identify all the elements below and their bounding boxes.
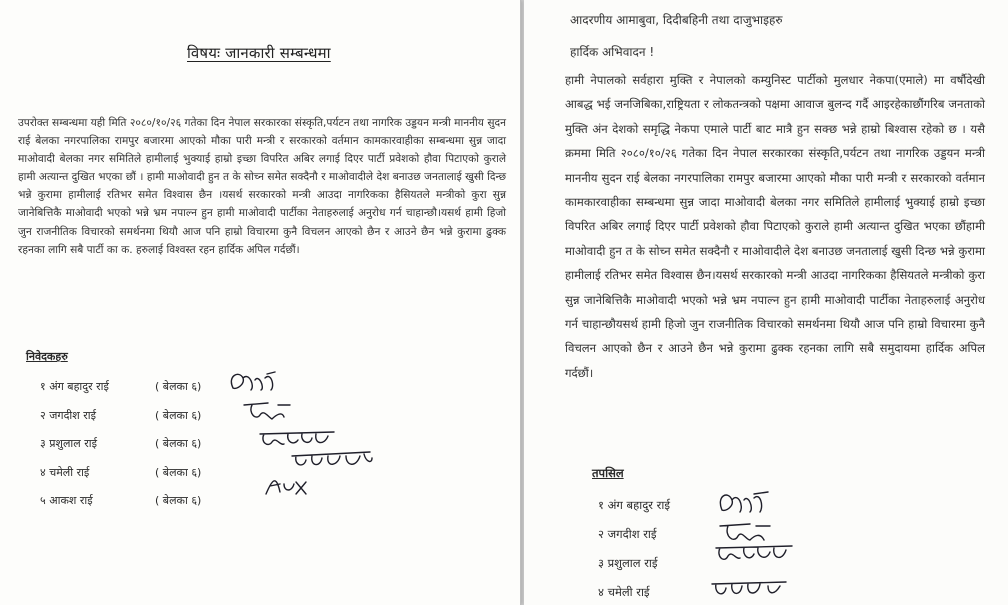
signature-1 bbox=[225, 368, 285, 400]
signature-5 bbox=[262, 470, 310, 498]
right-letter-page bbox=[524, 0, 1008, 605]
signatory-ward: ( बेलका ६) bbox=[155, 437, 202, 450]
list-item: १ अंग बहादुर राई bbox=[598, 498, 670, 512]
signatory-ward: ( बेलका ६) bbox=[155, 494, 202, 507]
letter-body: उपरोक्त सम्बन्धमा यही मिति २०८०/१०/२६ गतेका दिन नेपाल सरकारका संस्कृति,पर्यटन तथा नागरिक उड्डयन मन्त्री माननीय सुदन राई बेलका नगरपालिका रामपुर बजारमा आएको मौका पारी मन्त्री र सरकारको वर्तमान कामकारवाहीका सम्बन्धमा सुन्न जादा माओवादी बेलका नगर समितिले हामीलाई भुक्याई हाम्रो इच्छा विपरित अबिर लगाई दिएर पार्टी प्रवेशको हौवा पिटाएको कुराले हामी अत्यान्त दुखित भएका छौं । हामी माओवादी हुन त के सोच्न समेत सक्दैनौ र माओवादीले देश बनाउछ जनतालाई खुसी दिन्छ भन्ने कुरामा हामीलाई रतिभर समेत विश्वास छैन ।यसर्थ सरकारको मन्त्री आउदा नागरिकका हैसियतले मन्त्रीको कुरा सुन्न जानेबित्तिकै माओवादी भएको भन्ने भ्रम नपाल्न हुन हामी माओवादी पार्टीका नेताहरुलाई अनुरोध गर्न चाहान्छौ।यसर्थ हामी हिजो जुन राजनीतिक विचारको समर्थनमा थियौ आज पनि हाम्रो विचारमा कुनै विचलन आएको छैन र आउने छैन भन्ने कुरामा ढुक्क रहनका लागि सबै पार्टी का क. हरुलाई विश्वस्त रहन हार्दिक अपिल गर्दछौं। bbox=[18, 117, 506, 256]
signature-3 bbox=[714, 542, 794, 568]
signatory-name: २ जगदीश राई bbox=[40, 409, 96, 422]
signatory-ward: ( बेलका ६) bbox=[155, 466, 202, 479]
signatory-name: १ अंग बहादुर राई bbox=[40, 380, 109, 393]
signature-1 bbox=[714, 488, 774, 520]
list-item: ४ चमेली राई bbox=[598, 585, 650, 599]
letter-body: हामी नेपालको सर्वहारा मुक्ति र नेपालको कम्युनिस्ट पार्टीको मुलधार नेकपा(एमाले) मा वर्षौदेखी आबद्ध भई जनजिबिका,राष्ट्रियता र लोकतन्त्रको पक्षमा आवाज बुलन्द गर्दै आइरहेकाछौंगरिब जनताको मुक्ति अंन देशको समृद्धि नेकपा एमाले पार्टी बाट मात्रै हुन सक्छ भन्ने हाम्रो बिश्वास रहेको छ । यसै क्रममा मिति २०८०/१०/२६ गतेका दिन नेपाल सरकारका संस्कृति,पर्यटन तथा नागरिक उड्डयन मन्त्री माननीय सुदन राई बेलका नगरपालिका रामपुर बजारमा आएको मौका पारी मन्त्री र सरकारको वर्तमान कामकारवाहीका सम्बन्धमा सुन्न जादा माओवादी बेलका नगर समितिले हामीलाई भुक्याई हाम्रो इच्छा विपरित अबिर लगाई दिएर पार्टी प्रवेशको हौवा पिटाएको कुराले हामी अत्यान्त दुखित भएका छौंहामी माओवादी हुन त के सोच्न समेत सक्दैनौ र माओवादीले देश बनाउछ जनतालाई खुसी दिन्छ भन्ने कुरामा हामीलाई रतिभर समेत विश्वास छैन।यसर्थ सरकारको मन्त्री आउदा नागरिकका हैसियतले मन्त्रीको कुरा सुन्न जानेबित्तिकै माओवादी भएको भन्ने भ्रम नपाल्न हुन हामी माओवादी पार्टीका नेताहरुलाई अनुरोध गर्न चाहान्छौयसर्थ हामी हिजो जुन राजनीतिक विचारको समर्थनमा थियौ आज पनि हाम्रो विचारमा कुनै विचलन आएको छैन र आउने छैन भन्ने कुरामा ढुक्क रहनका लागि सबै समुदायमा हार्दिक अपिल गर्दछौं। bbox=[565, 73, 985, 380]
letter-greeting: आदरणीय आमाबुवा, दिदीबहिनी तथा दाजुभाइहरु bbox=[570, 13, 783, 27]
signatory-ward: ( बेलका ६) bbox=[155, 409, 202, 422]
list-item: २ जगदीश राई bbox=[598, 527, 657, 541]
letter-salutation: हार्दिक अभिवादन ! bbox=[570, 45, 655, 59]
list-item: ३ प्रशुलाल राई bbox=[598, 556, 658, 570]
signature-4 bbox=[710, 576, 790, 602]
signatories-heading: निवेदकहरु bbox=[26, 350, 68, 363]
signatory-name: ५ आकश राई bbox=[40, 494, 93, 507]
signature-2 bbox=[238, 397, 298, 427]
letter-subject: विषयः जानकारी सम्बन्धमा bbox=[187, 44, 331, 62]
list-heading: तपसिल bbox=[592, 466, 624, 480]
signatory-name: ४ चमेली राई bbox=[40, 466, 90, 479]
signatory-name: ३ प्रशुलाल राई bbox=[40, 437, 97, 450]
signatory-ward: ( बेलका ६) bbox=[155, 380, 202, 393]
